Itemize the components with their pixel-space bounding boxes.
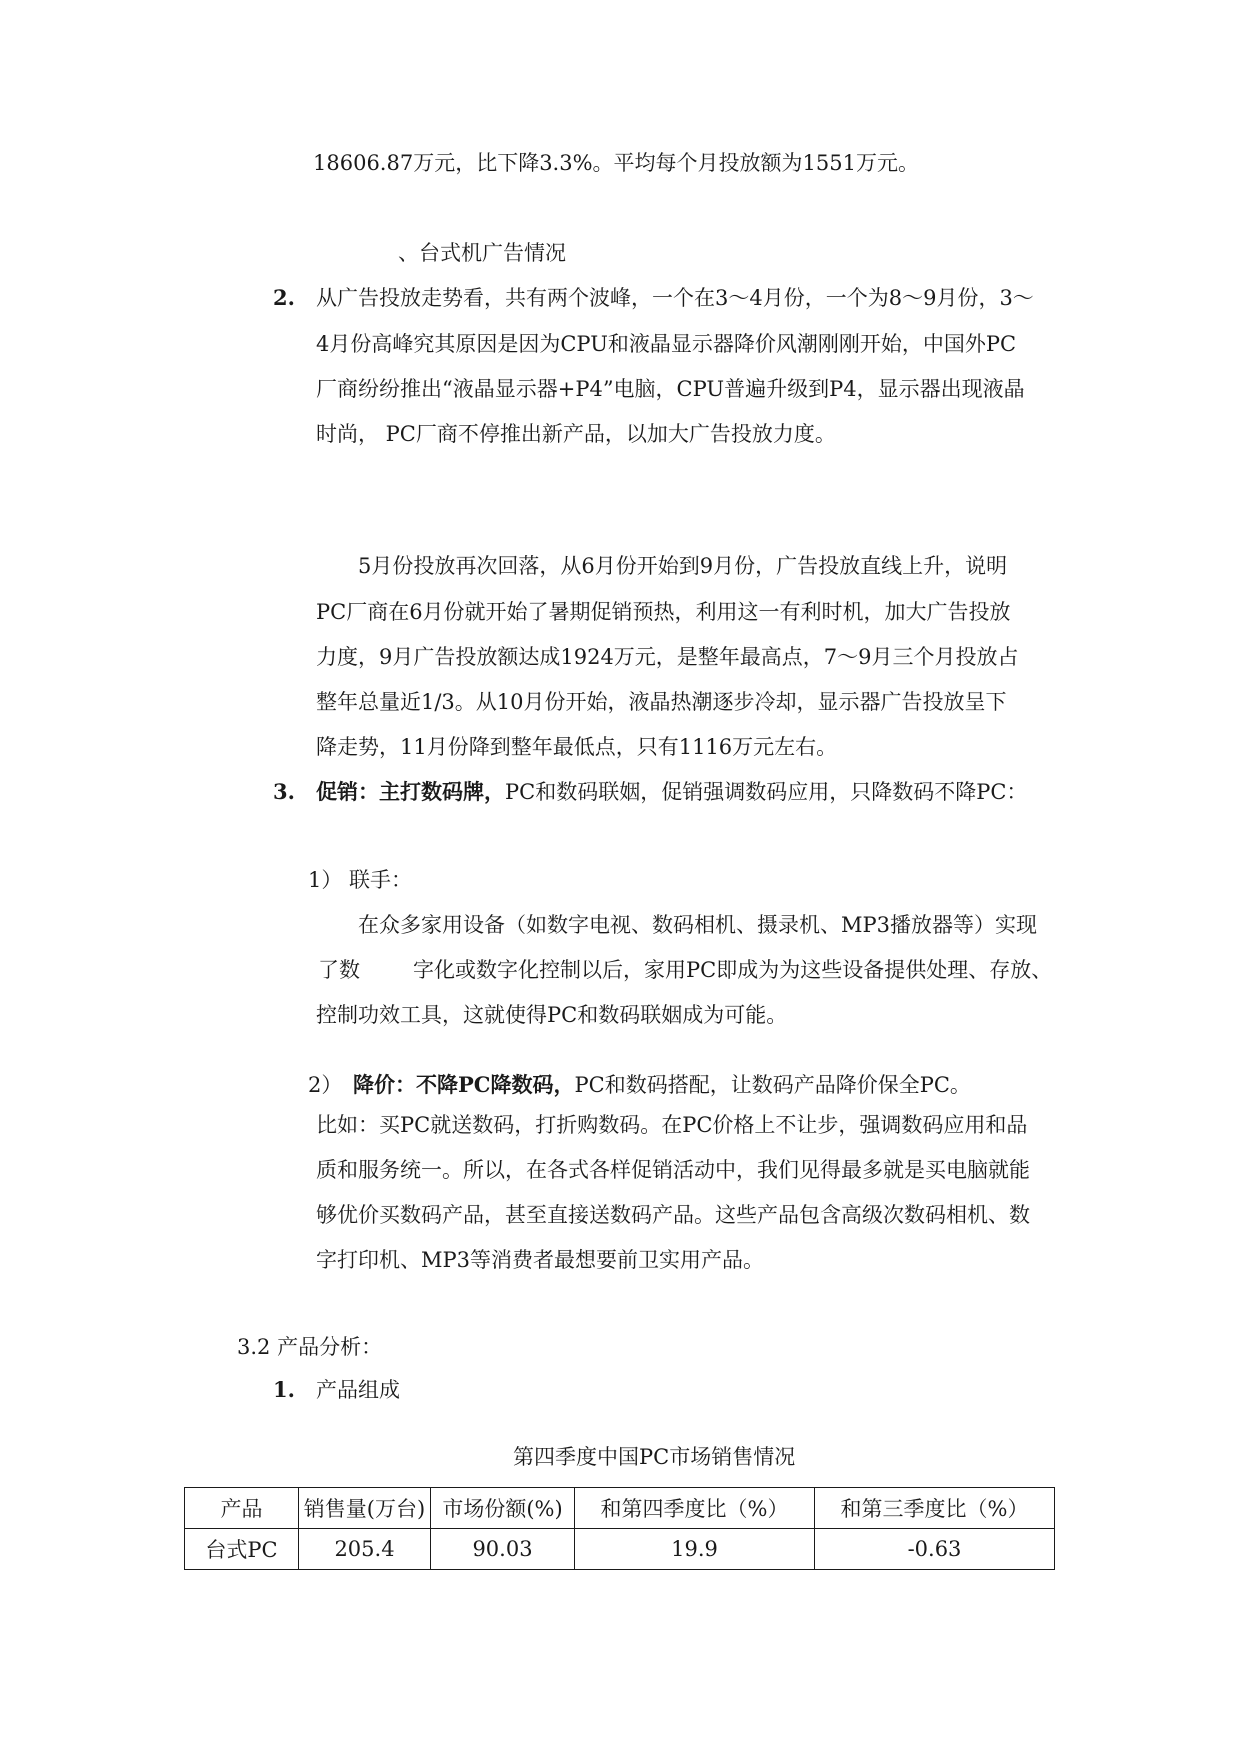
item3-rest: PC和数码联姻，促销强调数码应用，只降数码不降PC： [505, 780, 1028, 804]
header-share: 市场份额(%) [431, 1488, 575, 1529]
sub1-line-2a: 了数 [318, 958, 360, 982]
sales-table [184, 1487, 1055, 1570]
sub1-label: 1） 联手： [308, 868, 413, 892]
sub2-line-3: 够优价买数码产品，甚至直接送数码产品。这些产品包含高级次数码相机、数 [316, 1203, 1030, 1227]
sub2-line-1: 比如：买PC就送数码，打折购数码。在PC价格上不让步，强调数码应用和品 [316, 1113, 1028, 1137]
cell-vs-q3: -0.63 [815, 1529, 1055, 1570]
product-item-text: 产品组成 [316, 1378, 400, 1402]
header-vs-q3: 和第三季度比（%） [815, 1488, 1055, 1529]
sub1-line-3: 控制功效工具，这就使得PC和数码联姻成为可能。 [316, 1003, 788, 1027]
cell-share: 90.03 [431, 1529, 575, 1570]
sub2-rest: PC和数码搭配，让数码产品降价保全PC。 [574, 1073, 971, 1097]
sub1-line-1: 在众多家用设备（如数字电视、数码相机、摄录机、MP3播放器等）实现 [358, 913, 1037, 937]
item2-number: 2. [273, 285, 295, 310]
item3-number: 3. [273, 779, 295, 804]
sub2-line [353, 1071, 971, 1099]
table-header-row [185, 1488, 1055, 1529]
header-product: 产品 [185, 1488, 299, 1529]
header-vs-q4: 和第四季度比（%） [575, 1488, 815, 1529]
intro-line: 18606.87万元，比下降3.3%。平均每个月投放额为1551万元。 [313, 151, 919, 175]
para-may-line-3: 力度，9月广告投放额达成1924万元，是整年最高点，7～9月三个月投放占 [316, 645, 1019, 669]
para-may-line-5: 降走势，11月份降到整年最低点，只有1116万元左右。 [316, 735, 838, 759]
sub2-bold: 降价：不降PC降数码， [353, 1072, 575, 1097]
product-item-number: 1. [273, 1377, 295, 1402]
item2-line-3: 厂商纷纷推出“液晶显示器+P4”电脑，CPU普遍升级到P4，显示器出现液晶 [316, 377, 1025, 401]
para-may-line-1: 5月份投放再次回落，从6月份开始到9月份，广告投放直线上升，说明 [358, 554, 1008, 578]
desktop-ad-heading: 、台式机广告情况 [398, 241, 566, 265]
sub1-line-2b: 字化或数字化控制以后，家用PC即成为为这些设备提供处理、存放、 [413, 958, 1053, 982]
item3-line [316, 778, 1027, 806]
para-may-line-2: PC厂商在6月份就开始了暑期促销预热，利用这一有利时机，加大广告投放 [316, 600, 1011, 624]
cell-product: 台式PC [185, 1529, 299, 1570]
sub2-line-2: 质和服务统一。所以，在各式各样促销活动中，我们见得最多就是买电脑就能 [316, 1158, 1030, 1182]
table-row [185, 1529, 1055, 1570]
sub2-label: 2） [308, 1073, 343, 1097]
header-volume: 销售量(万台) [299, 1488, 431, 1529]
section-heading: 3.2 产品分析： [237, 1335, 383, 1359]
cell-vs-q4: 19.9 [575, 1529, 815, 1570]
para-may-line-4: 整年总量近1/3。从10月份开始，液晶热潮逐步冷却，显示器广告投放呈下 [316, 690, 1007, 714]
item2-line-4: 时尚， PC厂商不停推出新产品，以加大广告投放力度。 [316, 422, 836, 446]
item2-line-1: 从广告投放走势看，共有两个波峰，一个在3～4月份，一个为8～9月份，3～ [316, 286, 1034, 310]
cell-volume: 205.4 [299, 1529, 431, 1570]
table-caption: 第四季度中国PC市场销售情况 [513, 1445, 796, 1469]
item2-line-2: 4月份高峰究其原因是因为CPU和液晶显示器降价风潮刚刚开始，中国外PC [316, 332, 1017, 356]
sub2-line-4: 字打印机、MP3等消费者最想要前卫实用产品。 [316, 1248, 764, 1272]
item3-bold: 促销：主打数码牌， [316, 779, 505, 804]
